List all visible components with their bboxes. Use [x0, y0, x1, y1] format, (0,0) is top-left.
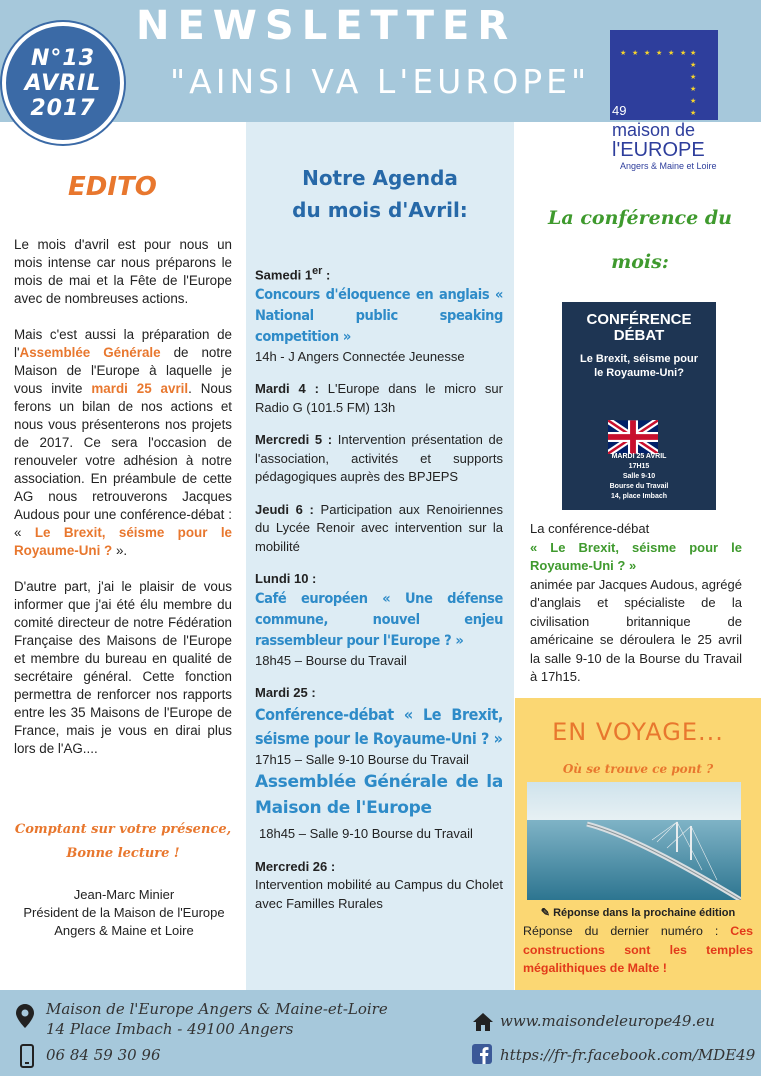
svg-text:★: ★: [690, 97, 697, 105]
badge-month: AVRIL: [24, 70, 102, 96]
agenda-item: Jeudi 6 : Participation aux Renoiriennes du Lycée Renoir avec intervention sur la mobilité: [255, 501, 503, 554]
svg-text:★: ★: [668, 49, 675, 57]
location-pin-icon: [16, 1004, 34, 1028]
agenda-item: Mercredi 5 : Intervention présentation de l'association, activités et supports pédagogiques auprès des BPJEPS: [255, 432, 503, 485]
phone-icon: [20, 1044, 34, 1068]
badge-year: 2017: [30, 95, 96, 121]
voyage-box: [515, 698, 761, 990]
home-icon: [472, 1012, 494, 1032]
logo-line2: l'EUROPE: [612, 139, 705, 161]
bridge-photo: [527, 782, 741, 900]
footer-facebook[interactable]: https://fr-fr.facebook.com/MDE49: [500, 1046, 756, 1064]
issue-badge: [2, 22, 124, 144]
svg-text:★: ★: [690, 85, 697, 93]
agenda-detail: 14h - J Angers Connectée Jeunesse: [255, 348, 465, 364]
agenda-event: Conférence-débat « Le Brexit, séisme pour le Royaume-Uni ? »: [255, 704, 503, 748]
newsletter-subtitle: "AINSI VA L'EUROPE": [170, 62, 591, 101]
agenda-event-ag: Assemblée Générale de la Maison de l'Europe: [255, 772, 503, 819]
agenda-item: Mardi 25 : Conférence-débat « Le Brexit, séisme pour le Royaume-Uni ? » 17h15 – Salle 9-10 Bourse du Travail Assemblée Générale de la Maison de l'Europe 18h45 – Salle 9-10 Bourse du Travail: [255, 684, 503, 844]
agenda-event: Concours d'éloquence en anglais « National public speaking competition »: [255, 286, 503, 345]
svg-text:★: ★: [680, 49, 687, 57]
svg-text:★: ★: [656, 49, 663, 57]
highlight-brexit: Le Brexit, séisme pour le Royaume-Uni ?: [14, 525, 232, 558]
maison-europe-logo: [610, 30, 718, 188]
agenda-detail: 18h45 – Salle 9-10 Bourse du Travail: [259, 826, 473, 842]
badge-number: N°13: [30, 45, 96, 71]
signature-role-2: Angers & Maine et Loire: [54, 923, 194, 938]
agenda-item: Mercredi 26 : Intervention mobilité au Campus du Cholet avec Familles Rurales: [255, 858, 503, 911]
highlight-date: mardi 25 avril: [91, 381, 189, 396]
voyage-previous-answer: Réponse du dernier numéro : Ces constructions sont les temples mégalithiques de Malte !: [523, 924, 753, 975]
edito-paragraph-1: Le mois d'avril est pour nous un mois intense car nous préparons le mois de mai et la Fête de l'Europe avec de nombreuses actions.: [14, 237, 232, 306]
signature: [8, 886, 240, 940]
voyage-question: Où se trouve ce pont ?: [562, 762, 714, 776]
agenda-detail: 18h45 – Bourse du Travail: [255, 652, 407, 668]
conference-description: La conférence-débat « Le Brexit, séisme pour le Royaume-Uni ? » animée par Jacques Audous, agrégé d'anglais et spécialiste de la civilisation britannique de américaine se déroulera le 25 avril la salle 9-10 de la Bourse du Travail à 17h15.: [530, 521, 742, 684]
union-jack-icon: [608, 420, 658, 454]
logo-line3: Angers & Maine et Loire: [620, 161, 717, 171]
agenda-item: Lundi 10 : Café européen « Une défense commune, nouvel enjeu rassembleur pour l'Europe ? » 18h45 – Bourse du Travail: [255, 570, 503, 670]
footer-website[interactable]: www.maisondeleurope49.eu: [500, 1012, 715, 1030]
facebook-icon: [472, 1044, 492, 1064]
logo-line1: maison de: [612, 120, 696, 140]
edito-body: [14, 236, 232, 776]
sign-off: Comptant sur votre présence, Bonne lecture !: [14, 822, 232, 861]
conference-title: La conférence du mois:: [548, 207, 732, 273]
svg-text:★: ★: [690, 49, 697, 57]
footer-address: Maison de l'Europe Angers & Maine-et-Loire: [46, 1000, 388, 1018]
agenda-item: Samedi 1er : Concours d'éloquence en anglais « National public speaking competition » 14h - J Angers Connectée Jeunesse: [255, 262, 503, 366]
svg-text:★: ★: [690, 61, 697, 69]
svg-text:★: ★: [690, 109, 697, 117]
newsletter-title: NEWSLETTER: [136, 3, 517, 49]
footer: [0, 990, 761, 1076]
agenda-event: Café européen « Une défense commune, nouvel enjeu rassembleur pour l'Europe ? »: [255, 590, 503, 649]
agenda-detail: 17h15 – Salle 9-10 Bourse du Travail: [255, 751, 469, 767]
edito-paragraph-3: D'autre part, j'ai le plaisir de vous informer que j'ai été élu membre du comité directeur de notre Fédération Française des Maisons de l'Europe et membre du bureau en qualité de secrétaire général. Cette fonction permettra de renforcer nos rapports entre les 35 Maisons de l'Europe de France, mais je vous en dirai plus lors de l'AG....: [14, 579, 232, 756]
agenda-list: [255, 262, 503, 927]
svg-text:★: ★: [620, 49, 627, 57]
agenda-item: Mardi 4 : L'Europe dans le micro sur Radio G (101.5 FM) 13h: [255, 381, 503, 415]
edito-paragraph-2: Mais c'est aussi la préparation de l'Assemblée Générale de notre Maison de l'Europe à laquelle je vous invite mardi 25 avril. Nous ferons un bilan de nos actions et nous vous présenterons nos projets de 2017. Ce sera l'occasion de renouveler votre adhésion à notre association. En préambule de cette AG nous retrouverons Jacques Audous pour une conférence-débat : « Le Brexit, séisme pour le Royaume-Uni ? ».: [14, 327, 232, 558]
signature-name: Jean-Marc Minier: [73, 887, 175, 902]
conference-highlight: « Le Brexit, séisme pour le Royaume-Uni ? »: [530, 539, 742, 573]
signature-role: Président de la Maison de l'Europe: [23, 905, 225, 920]
footer-phone[interactable]: 06 84 59 30 96: [46, 1046, 161, 1064]
conference-poster: CONFÉRENCE DÉBAT Le Brexit, séisme pour le Royaume-Uni? MARDI 25 AVRIL 17H15 Salle 9-10 Bourse du Travail 14, place Imbach: [562, 302, 716, 510]
edito-title: EDITO: [68, 172, 157, 202]
logo-number: 49: [612, 103, 627, 118]
svg-text:★: ★: [632, 49, 639, 57]
voyage-answer-note: ✎ Réponse dans la prochaine édition: [540, 907, 736, 919]
svg-text:★: ★: [690, 73, 697, 81]
agenda-title: Notre Agenda du mois d'Avril:: [292, 166, 468, 222]
footer-address-2: 14 Place Imbach - 49100 Angers: [46, 1020, 294, 1038]
highlight-ag: Assemblée Générale: [19, 345, 161, 360]
svg-text:★: ★: [644, 49, 651, 57]
voyage-title: EN VOYAGE...: [552, 718, 724, 746]
